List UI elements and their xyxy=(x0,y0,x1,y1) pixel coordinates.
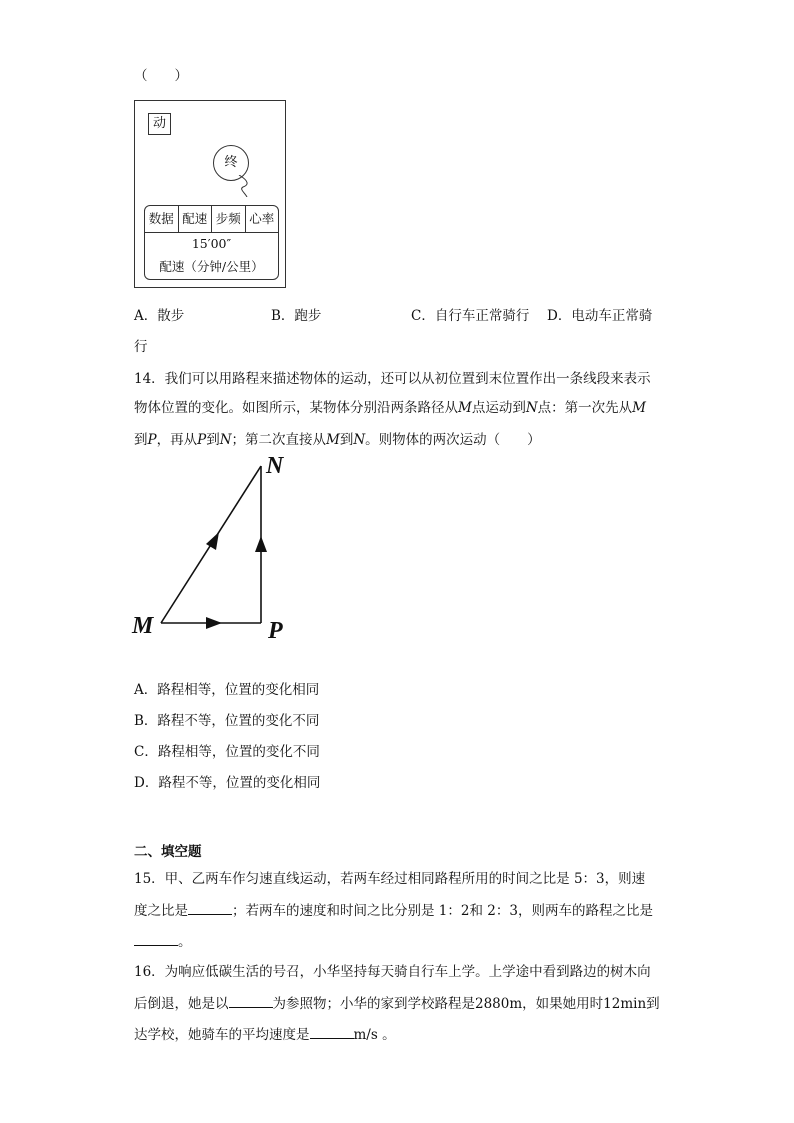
path-diagram xyxy=(126,450,306,650)
q14-option-b: B．路程不等，位置的变化不同 xyxy=(134,713,320,729)
arrow-m-to-p-icon xyxy=(206,617,222,629)
end-button-tail-icon xyxy=(235,175,255,197)
q13-answer-paren: （ ） xyxy=(134,68,188,84)
end-button-label: 终 xyxy=(213,145,249,181)
q16-line1: 16．为响应低碳生活的号召，小华坚持每天骑自行车上学。上学途中看到路边的树木向 xyxy=(134,964,651,980)
q13-option-b: B．跑步 xyxy=(271,308,322,324)
app-icon-label: 动 xyxy=(148,113,171,135)
q14-option-d: D．路程不等，位置的变化相同 xyxy=(134,775,321,791)
label-m: M xyxy=(132,613,154,639)
point-n-ref: N xyxy=(525,400,538,416)
point-p-ref: P xyxy=(197,432,207,448)
arrow-p-to-n-icon xyxy=(255,536,267,552)
q13-option-d: D．电动车正常骑 xyxy=(547,308,653,324)
data-header-cell: 步频 xyxy=(212,206,246,232)
data-header-cell: 配速 xyxy=(179,206,213,232)
point-n-ref: N xyxy=(219,432,232,448)
q14-stem-line3: 到P，再从P到N；第二次直接从M到N。则物体的两次运动（ ） xyxy=(134,432,541,448)
q15-line3: 。 xyxy=(134,931,192,952)
q14-stem-line2: 物体位置的变化。如图所示，某物体分别沿两条路径从M点运动到N点：第一次先从M xyxy=(134,400,646,416)
data-header-cell: 心率 xyxy=(249,211,275,226)
q13-option-d-wrap: 行 xyxy=(134,339,148,355)
running-app-figure xyxy=(134,100,286,288)
point-m-ref: M xyxy=(458,400,472,416)
pace-value: 15′00″ xyxy=(191,236,232,251)
point-m-ref: M xyxy=(632,400,646,416)
data-header-row xyxy=(145,206,278,233)
q13-option-a: A．散步 xyxy=(134,308,185,324)
section-title: 二、填空题 xyxy=(134,844,202,860)
q15-blank-2[interactable] xyxy=(134,931,178,946)
point-p-ref: P xyxy=(147,432,157,448)
point-m-ref: M xyxy=(326,432,340,448)
q16-blank-1[interactable] xyxy=(229,993,273,1008)
q13-option-c: C．自行车正常骑行 xyxy=(411,308,530,324)
q16-line3: 达学校，她骑车的平均速度是 m/s 。 xyxy=(134,1024,396,1045)
point-n-ref: N xyxy=(353,432,366,448)
q15-line1: 15．甲、乙两车作匀速直线运动，若两车经过相同路程所用的时间之比是 5：3，则速 xyxy=(134,871,646,887)
q14-option-c: C．路程相等，位置的变化不同 xyxy=(134,744,320,760)
q14-stem-line1: 14．我们可以用路程来描述物体的运动，还可以从初位置到末位置作出一条线段来表示 xyxy=(134,371,651,387)
pace-unit-label: 配速（分钟/公里） xyxy=(159,259,264,274)
q16-line2: 后倒退，她是以 为参照物；小华的家到学校路程是2880m，如果她用时12min到 xyxy=(134,993,660,1014)
q15-line2: 度之比是 ；若两车的速度和时间之比分别是 1：2和 2：3，则两车的路程之比是 xyxy=(134,900,653,921)
arrow-m-to-n-icon xyxy=(206,532,219,550)
q14-option-a: A．路程相等，位置的变化相同 xyxy=(134,682,320,698)
q15-blank-1[interactable] xyxy=(188,900,232,915)
data-panel xyxy=(144,205,279,280)
label-p: P xyxy=(268,618,283,644)
q16-blank-2[interactable] xyxy=(310,1024,354,1039)
data-header-cell: 数据 xyxy=(145,206,179,232)
label-n: N xyxy=(266,453,284,479)
